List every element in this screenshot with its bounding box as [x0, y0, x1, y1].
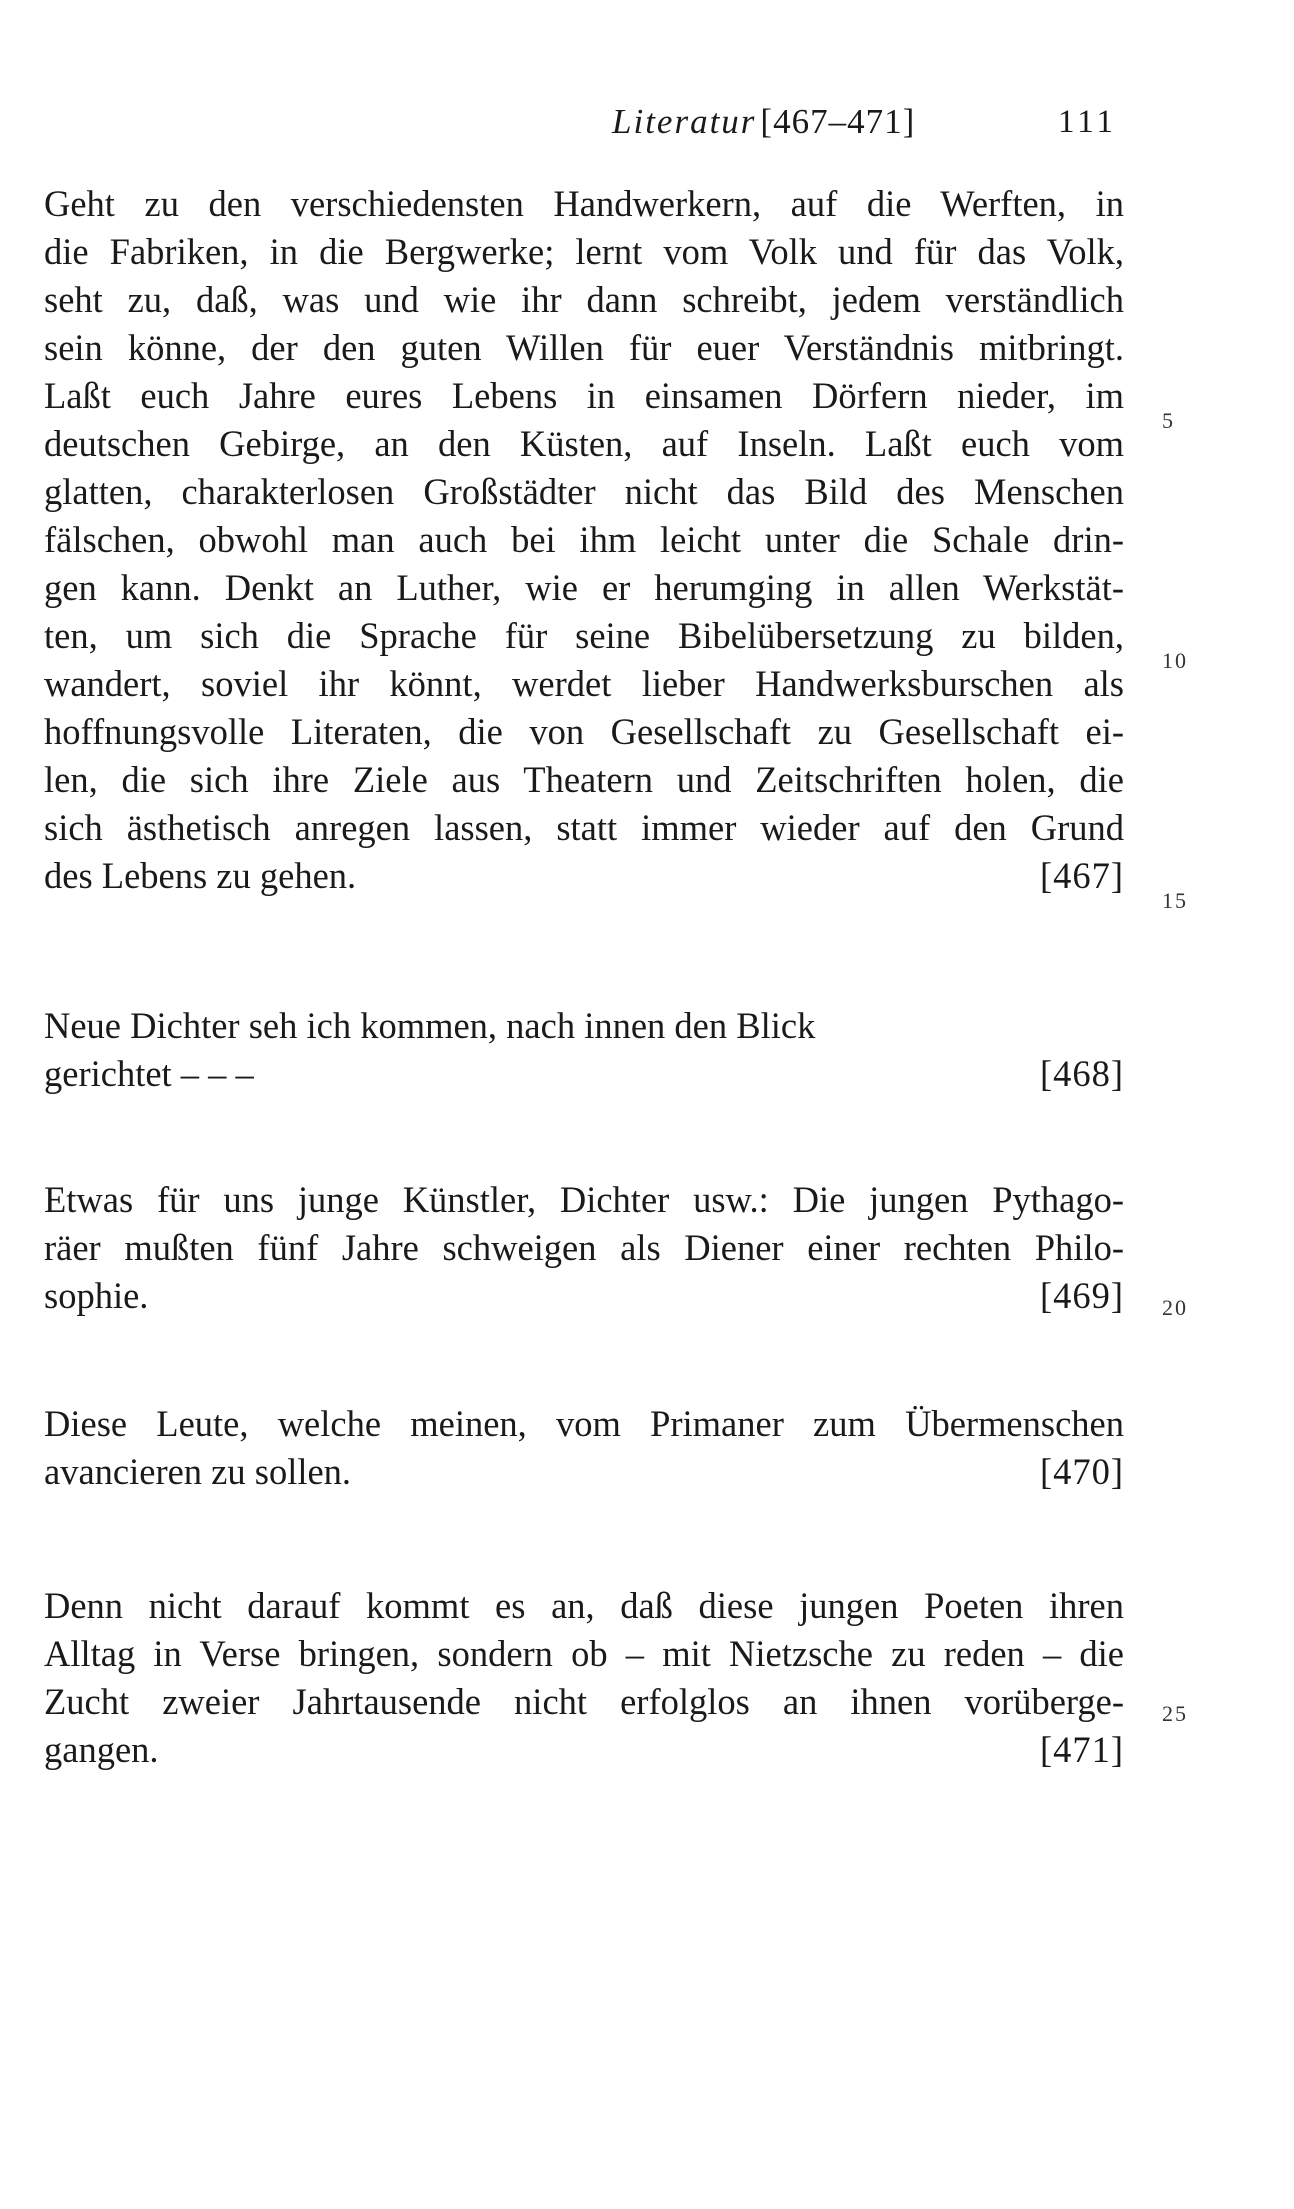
text-line: seht zu, daß, was und wie ihr dann schreibt, jedem verständlich	[44, 279, 1124, 320]
text-line: Laßt euch Jahre eures Lebens in einsamen Dörfern nieder, im	[44, 375, 1124, 416]
entry-number: [470]	[1039, 1451, 1124, 1492]
text-line: glatten, charakterlosen Großstädter nicht das Bild des Menschen	[44, 471, 1124, 512]
text-line: Geht zu den verschiedensten Handwerkern, auf die Werften, in	[44, 183, 1124, 224]
entry-number: [468]	[1039, 1053, 1124, 1094]
running-head-title: Literatur	[612, 102, 757, 141]
text-line: gen kann. Denkt an Luther, wie er herumging in allen Werkstät-	[44, 567, 1124, 608]
text-line: gangen.	[44, 1729, 159, 1770]
running-head	[612, 98, 915, 146]
text-line: gerichtet – – –	[44, 1053, 254, 1094]
text-line: Diese Leute, welche meinen, vom Primaner zum Übermenschen	[44, 1403, 1124, 1444]
text-line: des Lebens zu gehen.	[44, 855, 357, 896]
line-number: 5	[1162, 408, 1175, 433]
text-line: ten, um sich die Sprache für seine Bibelübersetzung zu bilden,	[44, 615, 1124, 656]
text-line: räer mußten fünf Jahre schweigen als Diener einer rechten Philo-	[44, 1227, 1124, 1268]
text-line: Zucht zweier Jahrtausende nicht erfolglos an ihnen vorüberge-	[44, 1681, 1124, 1722]
text-line: wandert, soviel ihr könnt, werdet lieber Handwerksburschen als	[44, 663, 1124, 704]
text-line: die Fabriken, in die Bergwerke; lernt vom Volk und für das Volk,	[44, 231, 1124, 272]
line-number: 25	[1162, 1701, 1188, 1726]
text-line: fälschen, obwohl man auch bei ihm leicht unter die Schale drin-	[44, 519, 1124, 560]
text-line: sich ästhetisch anregen lassen, statt immer wieder auf den Grund	[44, 807, 1124, 848]
text-line: hoffnungsvolle Literaten, die von Gesellschaft zu Gesellschaft ei-	[44, 711, 1124, 752]
text-line: Etwas für uns junge Künstler, Dichter usw.: Die jungen Pythago-	[44, 1179, 1124, 1220]
text-line: sein könne, der den guten Willen für euer Verständnis mitbringt.	[44, 327, 1124, 368]
line-number: 20	[1162, 1295, 1188, 1320]
text-line: len, die sich ihre Ziele aus Theatern und Zeitschriften holen, die	[44, 759, 1124, 800]
entry-number: [471]	[1039, 1729, 1124, 1770]
text-line: Denn nicht darauf kommt es an, daß diese jungen Poeten ihren	[44, 1585, 1124, 1626]
text-line: Alltag in Verse bringen, sondern ob – mit Nietzsche zu reden – die	[44, 1633, 1124, 1674]
line-number: 15	[1162, 888, 1188, 913]
page-number: 111	[1058, 104, 1118, 140]
running-head-range: [467–471]	[760, 102, 916, 141]
text-line: deutschen Gebirge, an den Küsten, auf Inseln. Laßt euch vom	[44, 423, 1124, 464]
text-line: Neue Dichter seh ich kommen, nach innen den Blick	[44, 1005, 816, 1046]
line-number: 10	[1162, 648, 1188, 673]
text-line: avancieren zu sollen.	[44, 1451, 352, 1492]
entry-number: [467]	[1039, 855, 1124, 896]
entry-number: [469]	[1039, 1275, 1124, 1316]
text-line: sophie.	[44, 1275, 149, 1316]
